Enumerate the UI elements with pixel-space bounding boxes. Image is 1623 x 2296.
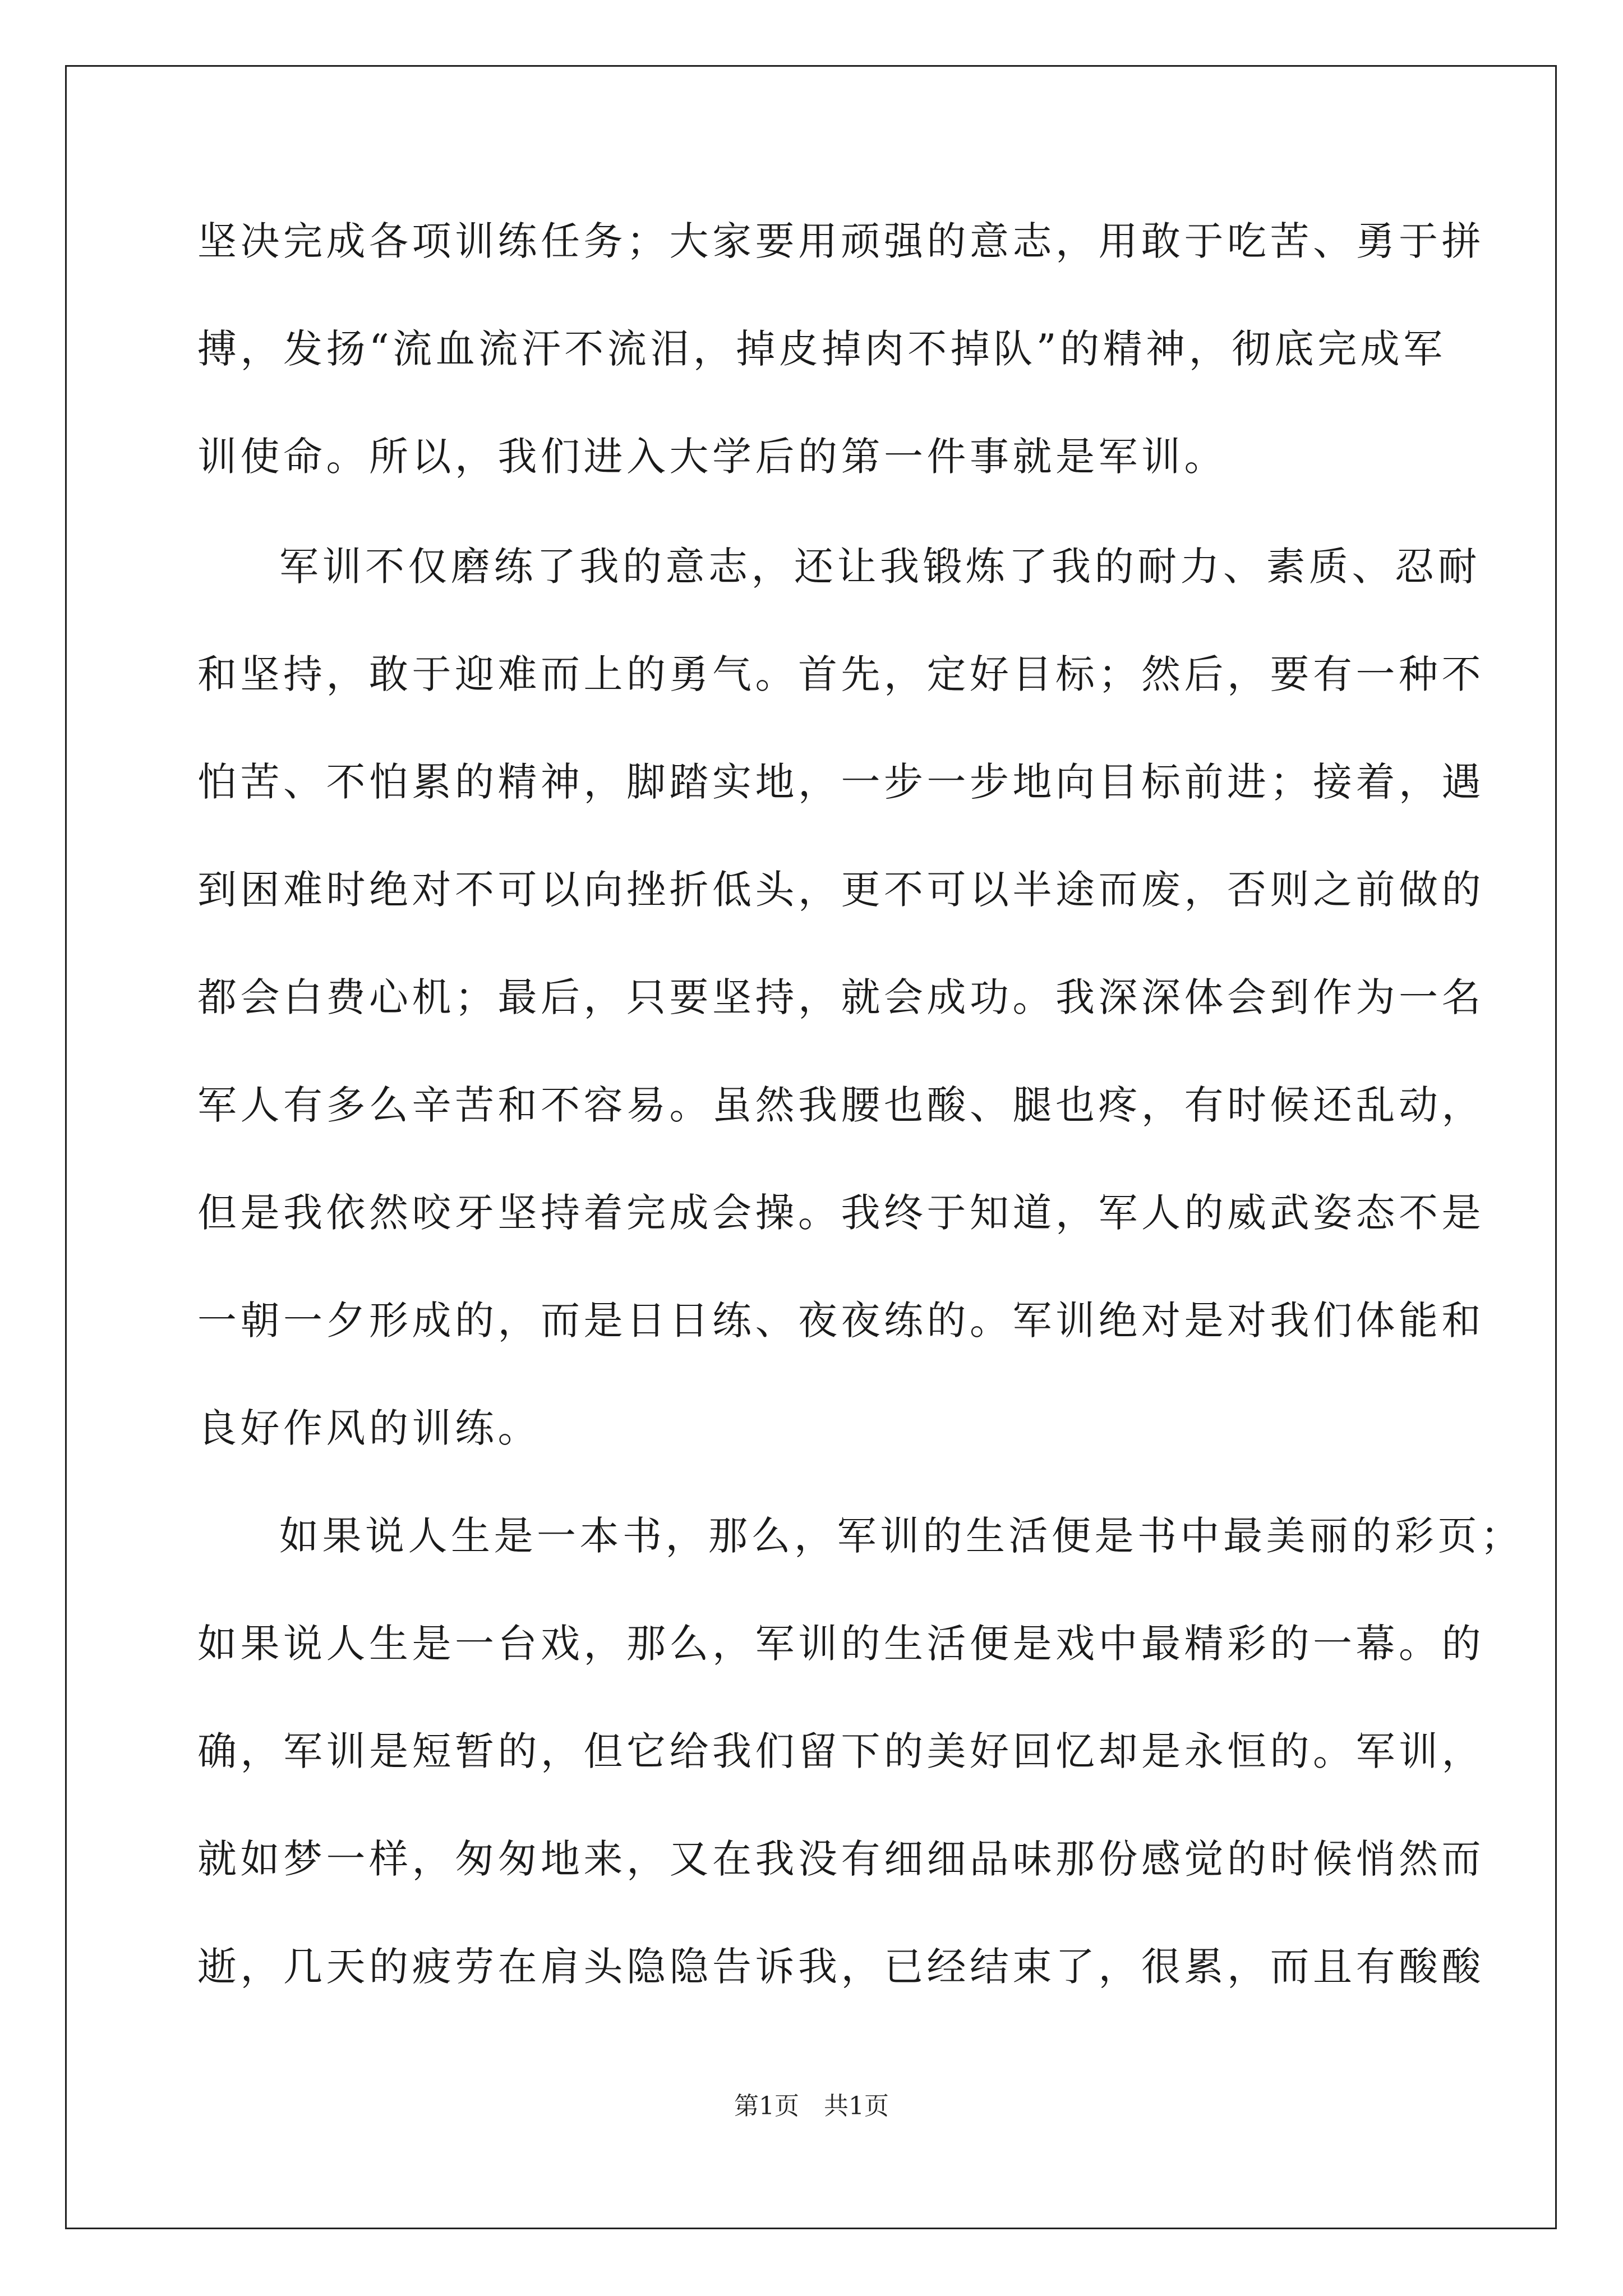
text-line: 到困难时绝对不可以向挫折低头，更不可以半途而废，否则之前做的 [197,867,1484,913]
text-line: 如果说人生是一台戏，那么，军训的生活便是戏中最精彩的一幕。的 [197,1621,1484,1667]
text-line: 军人有多么辛苦和不容易。虽然我腰也酸、腿也疼，有时候还乱动， [197,1082,1484,1128]
page-number-footer: 第1页 共1页 [734,2092,889,2120]
text-line: 坚决完成各项训练任务；大家要用顽强的意志，用敢于吃苦、勇于拼 [197,218,1484,264]
text-line: 搏，发扬“流血流汗不流泪，掉皮掉肉不掉队”的精神，彻底完成军 [197,326,1446,372]
text-line: 逝，几天的疲劳在肩头隐隐告诉我，已经结束了，很累，而且有酸酸 [197,1944,1484,1990]
page-frame [65,65,1557,2229]
text-line: 一朝一夕形成的，而是日日练、夜夜练的。军训绝对是对我们体能和 [197,1297,1484,1343]
text-line: 确，军训是短暂的，但它给我们留下的美好回忆却是永恒的。军训， [197,1728,1484,1774]
text-line: 和坚持，敢于迎难而上的勇气。首先，定好目标；然后，要有一种不 [197,651,1484,697]
text-line: 就如梦一样，匆匆地来，又在我没有细细品味那份感觉的时候悄然而 [197,1836,1484,1882]
text-line: 但是我依然咬牙坚持着完成会操。我终于知道，军人的威武姿态不是 [197,1190,1484,1236]
text-line: 如果说人生是一本书，那么，军训的生活便是书中最美丽的彩页； [279,1513,1524,1559]
text-line: 怕苦、不怕累的精神，脚踏实地，一步一步地向目标前进；接着，遇 [197,759,1484,805]
text-line: 良好作风的训练。 [197,1405,541,1451]
text-line: 军训不仅磨练了我的意志，还让我锻炼了我的耐力、素质、忍耐 [279,544,1481,590]
text-line: 训使命。所以，我们进入大学后的第一件事就是军训。 [197,434,1227,480]
text-line: 都会白费心机；最后，只要坚持，就会成功。我深深体会到作为一名 [197,974,1484,1020]
